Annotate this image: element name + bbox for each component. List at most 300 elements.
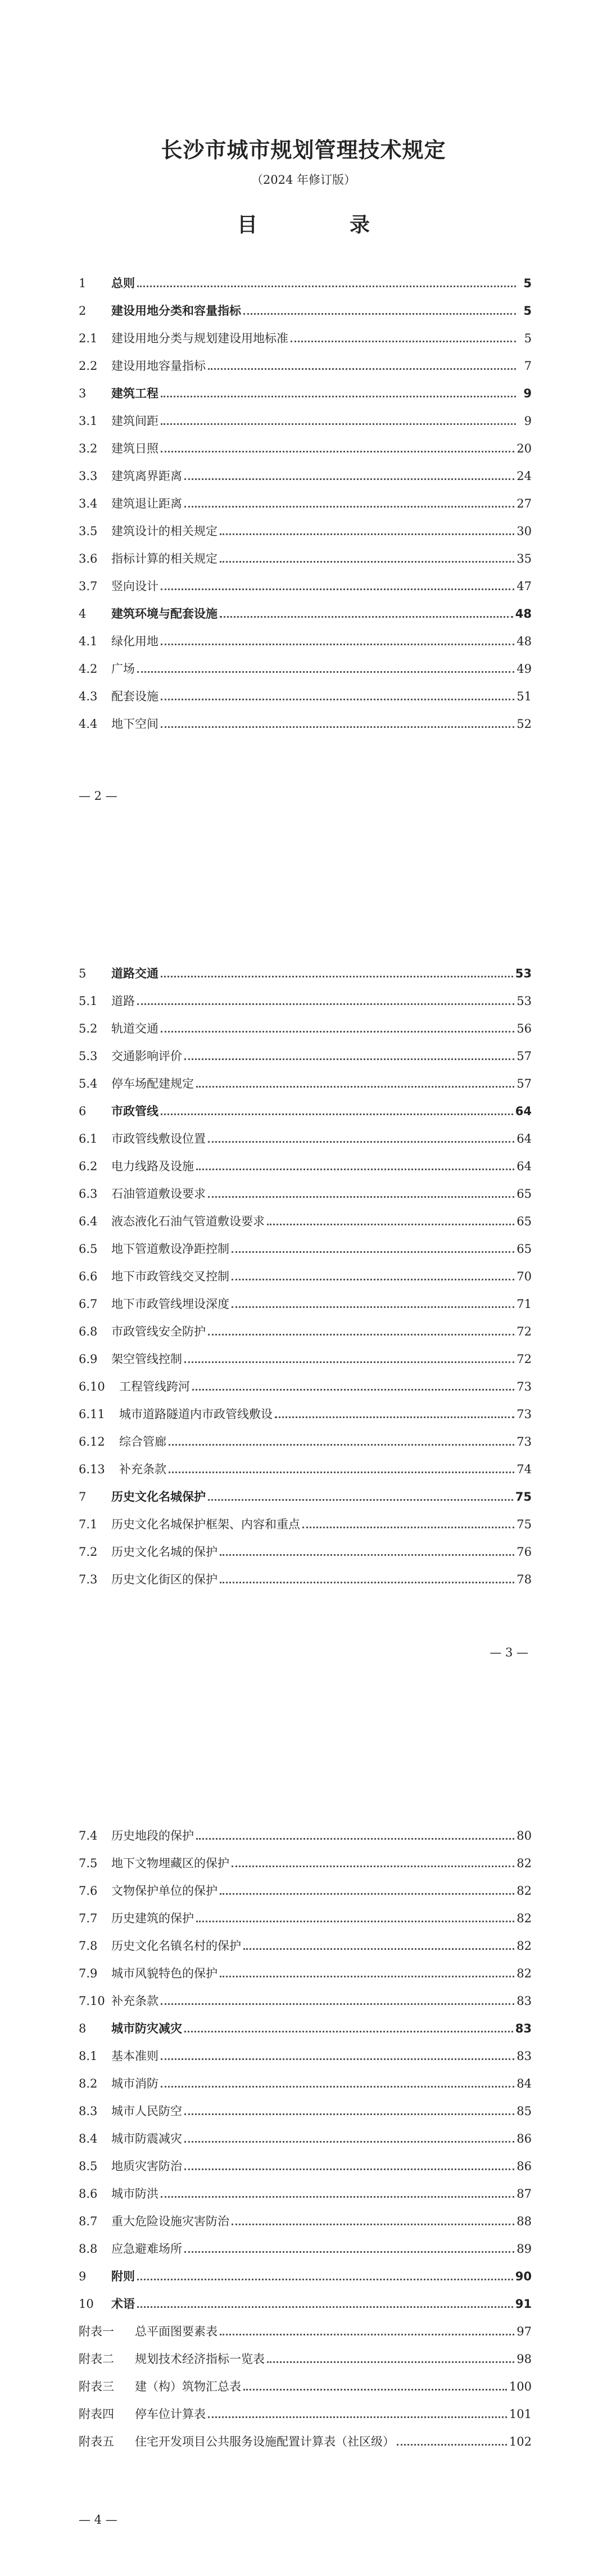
toc-entry-title: 地质灾害防治 bbox=[111, 2160, 182, 2173]
toc-entry-page: 20 bbox=[517, 442, 532, 455]
toc-entry-title: 绿化用地 bbox=[111, 635, 158, 648]
toc-entry-title: 建设用地分类和容量指标 bbox=[111, 304, 241, 318]
toc-entry-number: 7.1 bbox=[79, 1518, 98, 1531]
toc-entry-number: 7.9 bbox=[79, 1967, 98, 1980]
toc-entry-title: 城市消防 bbox=[111, 2077, 158, 2090]
toc-dot-leader bbox=[208, 2416, 507, 2418]
toc-dot-leader bbox=[161, 2086, 514, 2088]
toc-entry-number: 附表四 bbox=[79, 2407, 114, 2421]
toc-entry-page: 85 bbox=[517, 2104, 532, 2118]
toc-dot-leader bbox=[220, 616, 513, 618]
toc-entry-number: 3.3 bbox=[79, 469, 98, 483]
toc-dot-leader bbox=[184, 478, 514, 480]
toc-entry-title: 建（构）筑物汇总表 bbox=[135, 2380, 241, 2393]
toc-chapter-entry[interactable] bbox=[79, 297, 532, 325]
toc-entry[interactable] bbox=[79, 2125, 532, 2153]
toc-entry-title: 市政管线敷设位置 bbox=[111, 1132, 206, 1146]
toc-entry-title: 城市防震减灾 bbox=[111, 2132, 182, 2145]
toc-entry-page: 87 bbox=[517, 2187, 532, 2201]
toc-entry-title: 地下市政管线交叉控制 bbox=[111, 1270, 229, 1283]
toc-entry-number: 8.2 bbox=[79, 2077, 98, 2090]
toc-entry[interactable] bbox=[79, 1235, 532, 1263]
toc-entry-page: 35 bbox=[517, 552, 532, 565]
toc-dot-leader bbox=[243, 313, 516, 315]
toc-dot-leader bbox=[232, 1251, 514, 1253]
toc-dot-leader bbox=[137, 286, 516, 287]
toc-list bbox=[79, 270, 532, 738]
toc-entry[interactable] bbox=[79, 1511, 532, 1538]
toc-entry-title: 基本准则 bbox=[111, 2049, 158, 2063]
toc-entry[interactable] bbox=[79, 2098, 532, 2125]
toc-dot-leader bbox=[169, 1472, 514, 1473]
toc-entry[interactable] bbox=[79, 1015, 532, 1043]
toc-entry-page: 86 bbox=[517, 2132, 532, 2145]
toc-entry[interactable] bbox=[79, 435, 532, 463]
toc-entry-number: 2 bbox=[79, 304, 87, 318]
toc-entry-number: 6.1 bbox=[79, 1132, 98, 1146]
toc-entry-title: 应急避难场所 bbox=[111, 2242, 182, 2256]
toc-entry-number: 7.4 bbox=[79, 1829, 98, 1842]
toc-dot-leader bbox=[184, 2141, 514, 2143]
toc-entry-title: 建筑间距 bbox=[111, 414, 158, 428]
toc-entry-page: 73 bbox=[517, 1380, 532, 1393]
toc-entry-page: 73 bbox=[517, 1435, 532, 1448]
toc-entry-title: 总平面图要素表 bbox=[135, 2325, 218, 2338]
toc-entry-title: 文物保护单位的保护 bbox=[111, 1884, 218, 1898]
toc-entry[interactable] bbox=[79, 628, 532, 655]
toc-entry-number: 3.1 bbox=[79, 414, 98, 428]
toc-entry-number: 8.5 bbox=[79, 2160, 98, 2173]
toc-dot-leader bbox=[220, 1893, 514, 1895]
toc-entry-page: 101 bbox=[509, 2407, 532, 2421]
toc-entry[interactable] bbox=[79, 2401, 532, 2428]
toc-page-2 bbox=[0, 866, 607, 1731]
toc-entry[interactable] bbox=[79, 1905, 532, 1932]
toc-entry-page: 82 bbox=[517, 1884, 532, 1898]
toc-entry-title: 历史地段的保护 bbox=[111, 1829, 194, 1842]
toc-entry-page: 30 bbox=[517, 524, 532, 538]
toc-dot-leader bbox=[184, 506, 514, 508]
toc-entry-title: 建设用地分类与规划建设用地标准 bbox=[111, 332, 288, 345]
toc-entry-page: 57 bbox=[517, 1049, 532, 1063]
toc-entry-title: 总则 bbox=[111, 277, 135, 290]
toc-chapter-entry[interactable] bbox=[79, 1483, 532, 1511]
toc-dot-leader bbox=[161, 423, 516, 425]
toc-entry-page: 102 bbox=[509, 2435, 532, 2448]
toc-dot-leader bbox=[192, 1389, 514, 1391]
toc-entry-page: 24 bbox=[517, 469, 532, 483]
toc-entry-number: 3.2 bbox=[79, 442, 98, 455]
toc-entry-title: 补充条款 bbox=[119, 1463, 166, 1476]
toc-dot-leader bbox=[208, 1334, 514, 1335]
toc-entry[interactable] bbox=[79, 352, 532, 380]
toc-entry-page: 82 bbox=[517, 1967, 532, 1980]
toc-entry-title: 历史文化名城保护框架、内容和重点 bbox=[111, 1518, 300, 1531]
toc-entry-title: 停车场配建规定 bbox=[111, 1077, 194, 1090]
toc-entry-page: 51 bbox=[517, 690, 532, 703]
toc-entry-number: 6.11 bbox=[79, 1407, 105, 1421]
toc-dot-leader bbox=[275, 1416, 514, 1418]
page-number: — 4 — bbox=[79, 2513, 117, 2527]
toc-entry-page: 48 bbox=[517, 635, 532, 648]
toc-entry-number: 7.10 bbox=[79, 1994, 105, 2008]
toc-chapter-entry[interactable] bbox=[79, 2290, 532, 2318]
toc-entry-title: 历史文化名城的保护 bbox=[111, 1545, 218, 1559]
toc-entry-page: 53 bbox=[515, 967, 532, 980]
toc-dot-leader bbox=[208, 1141, 514, 1143]
toc-dot-leader bbox=[161, 451, 514, 452]
toc-entry-number: 5.1 bbox=[79, 994, 98, 1008]
toc-entry-number: 7.8 bbox=[79, 1939, 98, 1953]
toc-entry[interactable] bbox=[79, 1070, 532, 1098]
toc-entry-page: 97 bbox=[517, 2325, 532, 2338]
toc-entry-number: 4.4 bbox=[79, 717, 98, 731]
toc-entry[interactable] bbox=[79, 2180, 532, 2208]
toc-dot-leader bbox=[137, 2279, 513, 2280]
toc-chapter-entry[interactable] bbox=[79, 380, 532, 408]
toc-dot-leader bbox=[137, 671, 514, 673]
toc-entry-number: 5.2 bbox=[79, 1022, 98, 1035]
toc-dot-leader bbox=[232, 1306, 514, 1308]
toc-dot-leader bbox=[397, 2444, 507, 2446]
toc-chapter-entry[interactable] bbox=[79, 2263, 532, 2290]
toc-entry[interactable] bbox=[79, 710, 532, 738]
toc-dot-leader bbox=[161, 976, 513, 977]
toc-dot-leader bbox=[161, 2058, 514, 2060]
toc-entry-page: 75 bbox=[515, 1490, 532, 1504]
toc-entry-page: 82 bbox=[517, 1912, 532, 1925]
toc-chapter-entry[interactable] bbox=[79, 960, 532, 988]
toc-entry-number: 6.6 bbox=[79, 1270, 98, 1283]
toc-dot-leader bbox=[302, 1527, 514, 1528]
toc-entry[interactable] bbox=[79, 1566, 532, 1593]
toc-entry-number: 10 bbox=[79, 2297, 94, 2311]
toc-entry-page: 64 bbox=[517, 1132, 532, 1146]
toc-entry-number: 8.8 bbox=[79, 2242, 98, 2256]
toc-entry-title: 地下市政管线埋设深度 bbox=[111, 1297, 229, 1311]
toc-entry-page: 64 bbox=[517, 1160, 532, 1173]
toc-dot-leader bbox=[184, 1058, 514, 1060]
toc-entry-number: 6.4 bbox=[79, 1215, 98, 1228]
toc-entry-number: 7.5 bbox=[79, 1857, 98, 1870]
toc-entry-number: 2.1 bbox=[79, 332, 98, 345]
toc-entry[interactable] bbox=[79, 1263, 532, 1291]
toc-entry[interactable] bbox=[79, 1208, 532, 1235]
toc-entry-page: 73 bbox=[517, 1407, 532, 1421]
toc-entry[interactable] bbox=[79, 1850, 532, 1877]
toc-entry-number: 3.4 bbox=[79, 497, 98, 510]
toc-entry[interactable] bbox=[79, 1291, 532, 1318]
toc-entry-number: 7 bbox=[79, 1490, 87, 1504]
toc-entry-title: 城市防洪 bbox=[111, 2187, 158, 2201]
toc-entry-page: 100 bbox=[509, 2380, 532, 2393]
toc-entry-title: 地下空间 bbox=[111, 717, 158, 731]
toc-entry-page: 88 bbox=[517, 2215, 532, 2228]
toc-dot-leader bbox=[220, 1582, 514, 1583]
toc-entry-number: 6.10 bbox=[79, 1380, 105, 1393]
toc-entry-page: 7 bbox=[524, 359, 532, 373]
toc-entry-title: 建筑日照 bbox=[111, 442, 158, 455]
toc-entry-page: 65 bbox=[517, 1187, 532, 1201]
toc-entry-number: 6.13 bbox=[79, 1463, 105, 1476]
toc-entry-page: 72 bbox=[517, 1325, 532, 1338]
toc-entry[interactable] bbox=[79, 1346, 532, 1373]
toc-entry-page: 76 bbox=[517, 1545, 532, 1559]
toc-entry-number: 附表五 bbox=[79, 2435, 114, 2448]
toc-entry-title: 液态液化石油气管道敷设要求 bbox=[111, 1215, 265, 1228]
toc-dot-leader bbox=[184, 2031, 513, 2032]
toc-entry-page: 78 bbox=[517, 1573, 532, 1586]
toc-entry[interactable] bbox=[79, 2373, 532, 2401]
toc-entry-title: 道路交通 bbox=[111, 967, 158, 980]
toc-dot-leader bbox=[169, 1444, 514, 1446]
toc-entry[interactable] bbox=[79, 1822, 532, 1850]
toc-entry-page: 74 bbox=[517, 1463, 532, 1476]
toc-entry-title: 地下管道敷设净距控制 bbox=[111, 1242, 229, 1256]
toc-entry-title: 指标计算的相关规定 bbox=[111, 552, 218, 565]
toc-entry-title: 建筑设计的相关规定 bbox=[111, 524, 218, 538]
toc-entry[interactable] bbox=[79, 2153, 532, 2180]
toc-dot-leader bbox=[196, 1169, 514, 1170]
toc-dot-leader bbox=[184, 1361, 514, 1363]
toc-dot-leader bbox=[161, 1113, 513, 1115]
toc-entry[interactable] bbox=[79, 1318, 532, 1346]
toc-heading: 目 录 bbox=[237, 214, 406, 237]
toc-dot-leader bbox=[291, 341, 516, 342]
toc-dot-leader bbox=[196, 1921, 514, 1922]
toc-entry[interactable] bbox=[79, 545, 532, 573]
toc-entry-title: 竖向设计 bbox=[111, 580, 158, 593]
toc-entry-page: 5 bbox=[524, 332, 532, 345]
toc-entry[interactable] bbox=[79, 655, 532, 683]
toc-entry-number: 3.6 bbox=[79, 552, 98, 565]
toc-entry-number: 2.2 bbox=[79, 359, 98, 373]
toc-entry-title: 历史文化名镇名村的保护 bbox=[111, 1939, 241, 1953]
toc-entry-page: 5 bbox=[523, 304, 532, 318]
toc-dot-leader bbox=[184, 2251, 514, 2253]
toc-entry-page: 64 bbox=[515, 1104, 532, 1118]
toc-list bbox=[79, 960, 532, 1593]
toc-entry-title: 附则 bbox=[111, 2270, 135, 2283]
toc-dot-leader bbox=[184, 2168, 514, 2170]
toc-entry-page: 9 bbox=[524, 414, 532, 428]
toc-dot-leader bbox=[243, 2389, 507, 2391]
toc-entry-page: 83 bbox=[515, 2022, 532, 2035]
toc-entry-title: 历史建筑的保护 bbox=[111, 1912, 194, 1925]
toc-entry[interactable] bbox=[79, 1428, 532, 1456]
document-edition: （2024 年修订版） bbox=[251, 173, 356, 187]
toc-entry-number: 3 bbox=[79, 387, 87, 400]
toc-entry-title: 建筑环境与配套设施 bbox=[111, 607, 218, 621]
toc-entry-number: 5.3 bbox=[79, 1049, 98, 1063]
toc-entry[interactable] bbox=[79, 2428, 532, 2456]
toc-dot-leader bbox=[137, 1003, 514, 1005]
toc-dot-leader bbox=[208, 1196, 514, 1198]
toc-dot-leader bbox=[161, 588, 514, 590]
toc-entry-page: 47 bbox=[517, 580, 532, 593]
toc-entry-number: 6.8 bbox=[79, 1325, 98, 1338]
toc-entry[interactable] bbox=[79, 1153, 532, 1180]
toc-entry[interactable] bbox=[79, 2208, 532, 2235]
toc-entry-page: 98 bbox=[517, 2352, 532, 2366]
toc-entry[interactable] bbox=[79, 490, 532, 518]
toc-entry[interactable] bbox=[79, 1401, 532, 1428]
toc-entry-title: 架空管线控制 bbox=[111, 1352, 182, 1366]
toc-entry-number: 附表一 bbox=[79, 2325, 114, 2338]
toc-entry-number: 5.4 bbox=[79, 1077, 98, 1090]
toc-dot-leader bbox=[232, 1279, 514, 1280]
toc-entry-page: 72 bbox=[517, 1352, 532, 1366]
toc-entry[interactable] bbox=[79, 1960, 532, 1988]
toc-entry-page: 48 bbox=[515, 607, 532, 621]
toc-dot-leader bbox=[161, 699, 514, 700]
toc-entry-number: 8 bbox=[79, 2022, 87, 2035]
toc-entry-title: 城市防灾减灾 bbox=[111, 2022, 182, 2035]
toc-entry[interactable] bbox=[79, 1456, 532, 1483]
toc-entry-number: 6.9 bbox=[79, 1352, 98, 1366]
toc-entry-number: 7.6 bbox=[79, 1884, 98, 1898]
toc-entry-title: 配套设施 bbox=[111, 690, 158, 703]
toc-entry-title: 交通影响评价 bbox=[111, 1049, 182, 1063]
toc-dot-leader bbox=[232, 2224, 514, 2225]
toc-entry-number: 9 bbox=[79, 2270, 87, 2283]
toc-entry-number: 4.3 bbox=[79, 690, 98, 703]
toc-entry[interactable] bbox=[79, 1180, 532, 1208]
toc-entry[interactable] bbox=[79, 988, 532, 1015]
page-number: — 2 — bbox=[79, 789, 117, 803]
toc-entry-number: 7.3 bbox=[79, 1573, 98, 1586]
toc-entry-title: 工程管线跨河 bbox=[119, 1380, 190, 1393]
toc-entry-title: 建设用地容量指标 bbox=[111, 359, 206, 373]
toc-entry[interactable] bbox=[79, 463, 532, 490]
toc-dot-leader bbox=[161, 396, 516, 397]
toc-chapter-entry[interactable] bbox=[79, 270, 532, 297]
toc-dot-leader bbox=[196, 1086, 514, 1088]
toc-entry-title: 城市人民防空 bbox=[111, 2104, 182, 2118]
page-number: — 3 — bbox=[490, 1646, 528, 1659]
toc-entry-number: 7.7 bbox=[79, 1912, 98, 1925]
toc-dot-leader bbox=[243, 1948, 514, 1950]
toc-entry[interactable] bbox=[79, 2235, 532, 2263]
toc-entry[interactable] bbox=[79, 1988, 532, 2015]
toc-entry[interactable] bbox=[79, 1043, 532, 1070]
toc-entry-number: 8.3 bbox=[79, 2104, 98, 2118]
toc-entry[interactable] bbox=[79, 518, 532, 545]
toc-entry-page: 82 bbox=[517, 1857, 532, 1870]
toc-entry-number: 8.1 bbox=[79, 2049, 98, 2063]
toc-entry-title: 术语 bbox=[111, 2297, 135, 2311]
toc-entry-number: 6 bbox=[79, 1104, 87, 1118]
toc-dot-leader bbox=[196, 1838, 514, 1840]
toc-entry-title: 规划技术经济指标一览表 bbox=[135, 2352, 265, 2366]
toc-entry-page: 49 bbox=[517, 662, 532, 676]
toc-entry[interactable] bbox=[79, 1125, 532, 1153]
toc-entry-number: 6.5 bbox=[79, 1242, 98, 1256]
toc-dot-leader bbox=[161, 726, 514, 728]
toc-entry[interactable] bbox=[79, 1932, 532, 1960]
toc-entry-page: 83 bbox=[517, 2049, 532, 2063]
toc-entry-page: 84 bbox=[517, 2077, 532, 2090]
toc-entry-number: 8.4 bbox=[79, 2132, 98, 2145]
toc-dot-leader bbox=[220, 561, 514, 563]
toc-entry-number: 6.12 bbox=[79, 1435, 105, 1448]
toc-entry-page: 86 bbox=[517, 2160, 532, 2173]
toc-entry-title: 建筑工程 bbox=[111, 387, 158, 400]
toc-entry[interactable] bbox=[79, 2318, 532, 2346]
toc-entry-title: 城市风貌特色的保护 bbox=[111, 1967, 218, 1980]
toc-entry-title: 综合管廊 bbox=[119, 1435, 166, 1448]
toc-entry-title: 地下文物埋藏区的保护 bbox=[111, 1857, 229, 1870]
toc-entry-page: 80 bbox=[517, 1829, 532, 1842]
toc-entry[interactable] bbox=[79, 2043, 532, 2070]
toc-chapter-entry[interactable] bbox=[79, 2015, 532, 2043]
toc-entry-title: 历史文化名城保护 bbox=[111, 1490, 206, 1504]
toc-dot-leader bbox=[267, 2361, 514, 2363]
toc-entry-title: 广场 bbox=[111, 662, 135, 676]
toc-dot-leader bbox=[267, 1224, 514, 1225]
toc-entry-number: 7.2 bbox=[79, 1545, 98, 1559]
toc-entry-number: 4 bbox=[79, 607, 87, 621]
toc-entry-page: 52 bbox=[517, 717, 532, 731]
toc-entry-page: 71 bbox=[517, 1297, 532, 1311]
toc-page-1 bbox=[0, 0, 607, 866]
toc-entry-number: 6.3 bbox=[79, 1187, 98, 1201]
toc-chapter-entry[interactable] bbox=[79, 600, 532, 628]
toc-entry-page: 89 bbox=[517, 2242, 532, 2256]
toc-dot-leader bbox=[184, 2113, 514, 2115]
toc-entry-title: 轨道交通 bbox=[111, 1022, 158, 1035]
toc-dot-leader bbox=[208, 1499, 513, 1501]
toc-dot-leader bbox=[161, 2196, 514, 2198]
toc-entry[interactable] bbox=[79, 1877, 532, 1905]
toc-entry-page: 70 bbox=[517, 1270, 532, 1283]
toc-entry-page: 9 bbox=[523, 387, 532, 400]
toc-entry[interactable] bbox=[79, 2346, 532, 2373]
toc-entry[interactable] bbox=[79, 2070, 532, 2098]
toc-entry-page: 65 bbox=[517, 1242, 532, 1256]
toc-dot-leader bbox=[161, 1031, 514, 1033]
document-title: 长沙市城市规划管理技术规定 bbox=[161, 138, 446, 162]
toc-entry-page: 5 bbox=[523, 277, 532, 290]
toc-entry-number: 4.1 bbox=[79, 635, 98, 648]
toc-entry-title: 建筑离界距离 bbox=[111, 469, 182, 483]
toc-dot-leader bbox=[220, 1976, 514, 1977]
toc-entry-number: 附表三 bbox=[79, 2380, 114, 2393]
toc-chapter-entry[interactable] bbox=[79, 1098, 532, 1125]
toc-entry-number: 附表二 bbox=[79, 2352, 114, 2366]
toc-dot-leader bbox=[208, 368, 516, 370]
toc-entry[interactable] bbox=[79, 408, 532, 435]
toc-entry-page: 82 bbox=[517, 1939, 532, 1953]
toc-dot-leader bbox=[161, 644, 514, 645]
toc-entry-page: 90 bbox=[515, 2270, 532, 2283]
toc-entry-title: 市政管线安全防护 bbox=[111, 1325, 206, 1338]
toc-entry[interactable] bbox=[79, 573, 532, 600]
toc-entry-page: 53 bbox=[517, 994, 532, 1008]
toc-entry-title: 重大危险设施灾害防治 bbox=[111, 2215, 229, 2228]
toc-entry-title: 补充条款 bbox=[111, 1994, 158, 2008]
toc-entry-page: 57 bbox=[517, 1077, 532, 1090]
toc-dot-leader bbox=[161, 2003, 514, 2005]
toc-entry[interactable] bbox=[79, 683, 532, 710]
toc-entry-page: 75 bbox=[517, 1518, 532, 1531]
toc-dot-leader bbox=[232, 1866, 514, 1867]
toc-entry-number: 6.2 bbox=[79, 1160, 98, 1173]
toc-entry-page: 83 bbox=[517, 1994, 532, 2008]
toc-entry[interactable] bbox=[79, 325, 532, 352]
toc-entry[interactable] bbox=[79, 1373, 532, 1401]
toc-entry[interactable] bbox=[79, 1538, 532, 1566]
